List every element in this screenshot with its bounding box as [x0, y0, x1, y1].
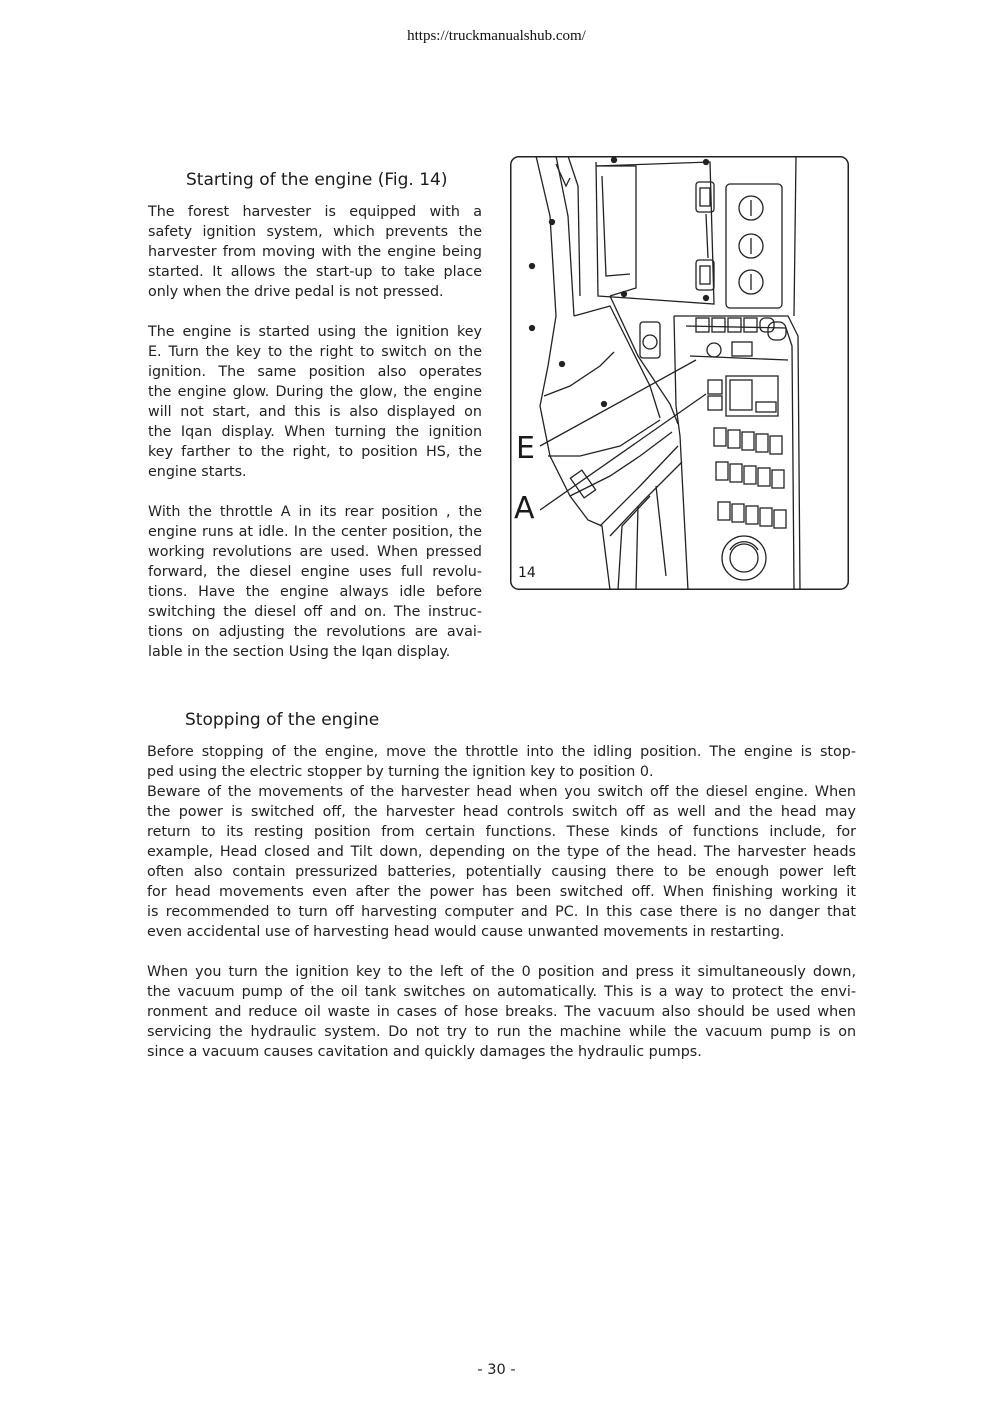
paragraph-line: switching the diesel off and on. The instruc-: [148, 604, 482, 620]
paragraph-line: The engine is started using the ignition key: [148, 324, 482, 340]
paragraph-line: harvester from moving with the engine being: [148, 244, 482, 260]
paragraph-line: safety ignition system, which prevents the: [148, 224, 482, 240]
paragraph-line: example, Head closed and Tilt down, depending on the type of the head. The harvester heads: [147, 844, 856, 860]
paragraph-line: ped using the electric stopper by turning the ignition key to position 0.: [147, 764, 654, 780]
paragraph-line: engine starts.: [148, 464, 247, 480]
paragraph-line: ronment and reduce oil waste in cases of hose breaks. The vacuum also should be used when: [147, 1004, 856, 1020]
paragraph-line: Beware of the movements of the harvester head when you switch off the diesel engine. When: [147, 784, 856, 800]
paragraph-line: the vacuum pump of the oil tank switches on automatically. This is a way to protect the envi-: [147, 984, 856, 1000]
section-heading-stopping-engine: Stopping of the engine: [185, 710, 380, 730]
paragraph-line: will not start, and this is also displayed on: [148, 404, 482, 420]
paragraph-line: working revolutions are used. When pressed: [148, 544, 482, 560]
figure-label-e: E: [516, 431, 535, 466]
figure-label-a: A: [514, 491, 535, 526]
paragraph-line: only when the drive pedal is not pressed.: [148, 284, 444, 300]
paragraph-line: return to its resting position from certain functions. These kinds of functions include, for: [147, 824, 856, 840]
section-heading-starting-engine: Starting of the engine (Fig. 14): [186, 170, 448, 190]
paragraph-line: Before stopping of the engine, move the throttle into the idling position. The engine is stop-: [147, 744, 856, 760]
paragraph-line: since a vacuum causes cavitation and quickly damages the hydraulic pumps.: [147, 1044, 702, 1060]
paragraph-line: When you turn the ignition key to the left of the 0 position and press it simultaneously down,: [147, 964, 856, 980]
paragraph-line: engine runs at idle. In the center position, the: [148, 524, 482, 540]
figure-cab-control-panel: [510, 156, 849, 590]
page-number: - 30 -: [477, 1362, 516, 1378]
paragraph-line: lable in the section Using the Iqan display.: [148, 644, 451, 660]
paragraph-line: often also contain pressurized batteries, potentially causing there to be enough power left: [147, 864, 856, 880]
paragraph-line: the power is switched off, the harvester head controls switch off as well and the head may: [147, 804, 856, 820]
paragraph-line: even accidental use of harvesting head would cause unwanted movements in restarting.: [147, 924, 785, 940]
paragraph-line: tions. Have the engine always idle before: [148, 584, 482, 600]
paragraph-line: the engine glow. During the glow, the engine: [148, 384, 482, 400]
paragraph-line: With the throttle A in its rear position , the: [148, 504, 482, 520]
paragraph-line: started. It allows the start-up to take place: [148, 264, 482, 280]
paragraph-line: E. Turn the key to the right to switch on the: [148, 344, 482, 360]
paragraph-line: servicing the hydraulic system. Do not try to run the machine while the vacuum pump is on: [147, 1024, 856, 1040]
source-url: https://truckmanualshub.com/: [407, 28, 586, 44]
paragraph-line: tions on adjusting the revolutions are avai-: [148, 624, 482, 640]
paragraph-line: the Iqan display. When turning the ignition: [148, 424, 482, 440]
paragraph-line: key farther to the right, to position HS, the: [148, 444, 482, 460]
paragraph-line: is recommended to turn off harvesting computer and PC. In this case there is no danger that: [147, 904, 856, 920]
paragraph-line: ignition. The same position also operates: [148, 364, 482, 380]
paragraph-line: The forest harvester is equipped with a: [148, 204, 482, 220]
paragraph-line: for head movements even after the power has been switched off. When finishing working it: [147, 884, 856, 900]
figure-number: 14: [518, 565, 536, 581]
paragraph-line: forward, the diesel engine uses full revolu-: [148, 564, 482, 580]
